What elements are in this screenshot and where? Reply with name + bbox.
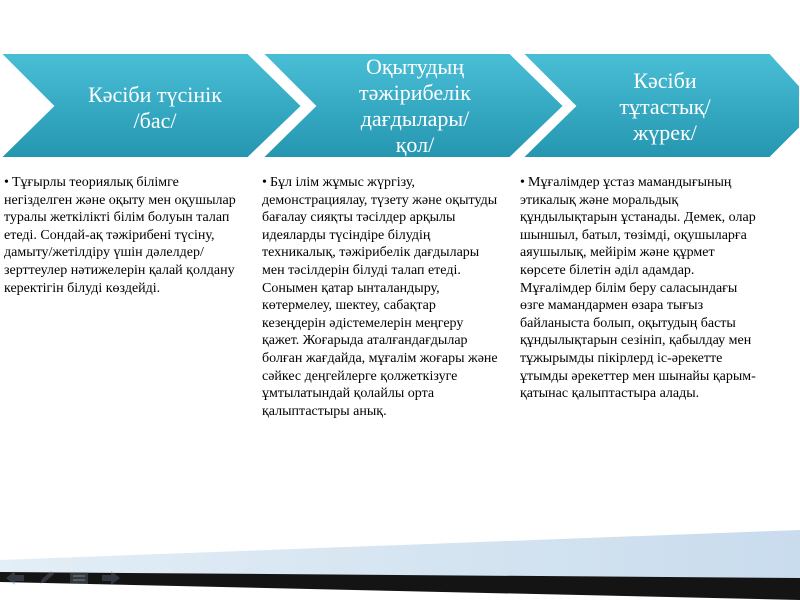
- description-column-2: [262, 174, 498, 420]
- bullet: •: [520, 175, 525, 190]
- step-label-2: Оқытудың тәжірибелік дағдылары/ қол/: [359, 54, 471, 157]
- description-text-2: Бұл ілім жұмыс жүргізу, демонстрациялау, түзету және оқытуды бағалау сияқты тәсілдер арқылы идеяларды түсіндіре білудің техникалық, тәжірибелік дағдылары мен тәсілдерін білуді талап етеді. Сонымен қатар ынталандыру, көтермелеу, шектеу, сабақтар кезеңдерін әдістемелерін меңгеру қажет. Жоғарыда аталғандағдылар болған жағдайда, мұғалім жоғары және сәйкес деңгейлерге қолжеткізуге ұмтылатындай қолайлы орта қалыптастыры анық.: [262, 175, 498, 419]
- forward-icon[interactable]: [100, 570, 122, 586]
- pen-icon[interactable]: [36, 570, 58, 586]
- description-text-3: Мұғалімдер ұстаз мамандығының этикалық және моральдық құндылықтарын ұстанады. Демек, олар шыншыл, батыл, төзімді, оқушыларға аяушылық, мейірім және құрмет көрсете білетін әділ адамдар. Мұғалімдер білім беру саласындағы өзге мамандармен өзара тығыз байланыста болып, оқытудың басты құндылықтарын сезініп, қабылдау мен тұжырымды пікірлерд іс-әрекетте ұтымды әрекеттер мен шынайы қарым-қатынас қалыптастыра алады.: [520, 175, 756, 402]
- slide-navigation: [4, 568, 122, 588]
- description-column-3: [520, 174, 756, 403]
- bullet: •: [4, 175, 9, 190]
- description-text-1: Тұғырлы теориялық білімге негізделген және оқыту мен оқушылар туралы жеткілікті білім болуын талап етеді. Сондай-ақ тәжірибені түсіну, дамыту/жетілдіру үшін дәлелдер/зерттеулер нәтижелерін қалай қолдану керектігін білуді көздейді.: [4, 175, 236, 296]
- process-diagram: [0, 0, 800, 170]
- description-column-1: [4, 174, 240, 297]
- menu-icon[interactable]: [68, 570, 90, 586]
- back-icon[interactable]: [4, 570, 26, 586]
- bullet: •: [262, 175, 267, 190]
- bottom-decoration: [0, 520, 800, 600]
- step-label-3: Кәсіби тұтастық/ жүрек/: [619, 68, 711, 145]
- step-label-1: Кәсіби түсінік /бас/: [88, 81, 222, 133]
